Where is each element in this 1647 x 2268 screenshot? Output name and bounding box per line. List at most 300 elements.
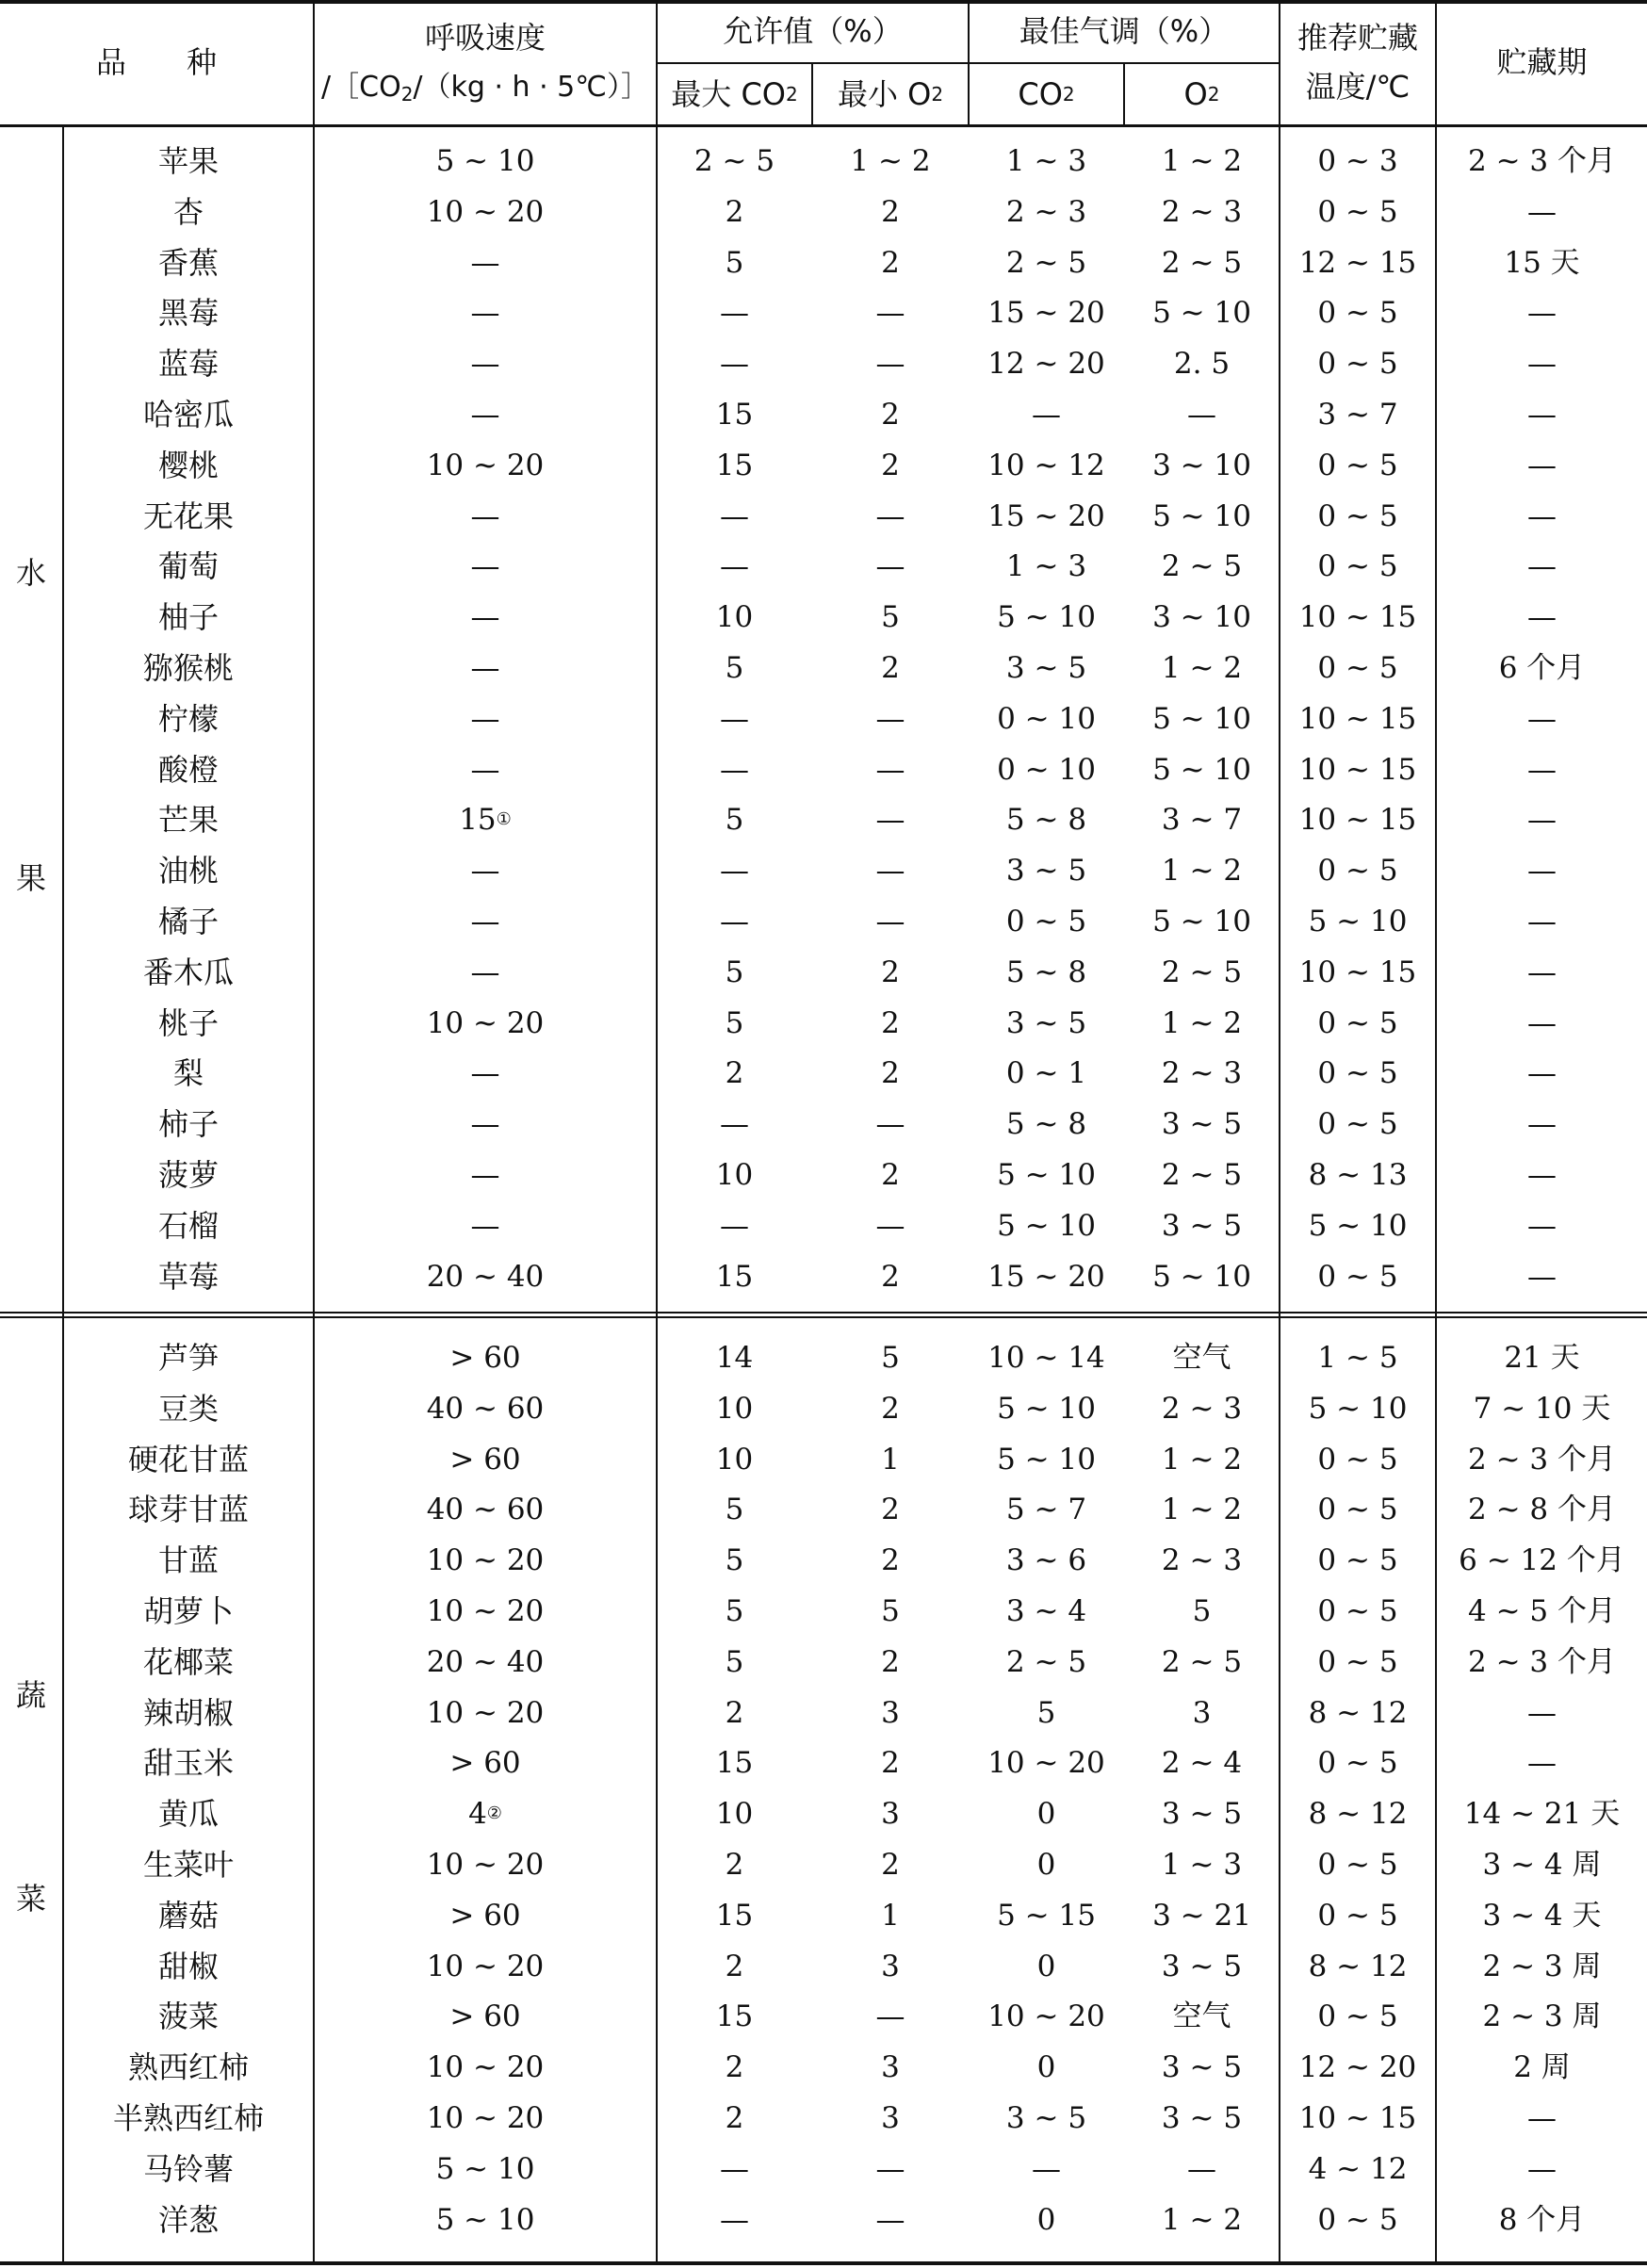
cell-temp-text: 8 ~ 12 [1308, 1949, 1408, 1983]
cell-name-text: 甜椒 [157, 1949, 219, 1984]
max-co2-sub: 2 [785, 82, 798, 106]
cell-mino2-text: 2 [881, 448, 900, 482]
cell-o2 [1125, 1788, 1279, 1839]
cell-temp [1280, 237, 1435, 288]
cell-maxco2-text: 2 [725, 194, 744, 229]
cell-temp-text: 5 ~ 10 [1308, 1208, 1408, 1243]
cell-mino2-text: — [875, 548, 905, 583]
co2-sub: 2 [1062, 82, 1075, 106]
cell-period [1437, 1251, 1647, 1302]
cell-period-text: — [1527, 1745, 1557, 1780]
cell-o2 [1125, 1688, 1279, 1738]
header-storage-period-label: 贮藏期 [1496, 44, 1588, 80]
cell-co2-text: 5 ~ 10 [997, 1208, 1096, 1243]
cell-temp-text: 10 ~ 15 [1298, 701, 1417, 736]
cell-temp-text: 10 ~ 15 [1298, 2100, 1417, 2135]
max-co2-a: 最大 CO [671, 76, 786, 112]
cell-period-text: 3 ~ 4 天 [1482, 1898, 1602, 1933]
cell-o2-text: 2 ~ 4 [1161, 1745, 1243, 1780]
header-temperature-line1: 推荐贮藏 [1296, 20, 1418, 56]
cell-resp [315, 1535, 656, 1586]
cell-name [64, 1788, 313, 1839]
cell-name-text: 柠檬 [157, 701, 219, 737]
cell-maxco2-text: 15 [715, 1259, 754, 1294]
cell-co2-text: 5 ~ 8 [1005, 955, 1087, 989]
cell-co2 [970, 1332, 1123, 1383]
cell-mino2 [813, 693, 968, 744]
cell-maxco2 [658, 643, 811, 693]
cell-name-text: 花椰菜 [142, 1644, 234, 1680]
cell-resp-text: > 60 [449, 1999, 521, 2033]
cell-temp [1280, 1586, 1435, 1637]
cell-resp-text: — [470, 1055, 500, 1090]
cell-mino2-text: 2 [881, 1391, 900, 1426]
cell-mino2 [813, 896, 968, 947]
cell-o2 [1125, 237, 1279, 288]
cell-maxco2-text: 10 [715, 1796, 754, 1831]
cell-resp-text: — [470, 599, 500, 634]
cell-period [1437, 491, 1647, 542]
cell-period [1437, 1332, 1647, 1383]
cell-co2-text: 15 ~ 20 [987, 295, 1105, 330]
cell-maxco2-text: 10 [715, 1391, 754, 1426]
cell-period [1437, 693, 1647, 744]
cell-resp-text: 15 [459, 802, 497, 837]
cell-maxco2 [658, 1099, 811, 1150]
cell-mino2-text: 5 [881, 1593, 900, 1628]
cell-name-text: 橘子 [157, 904, 219, 939]
cell-mino2-text: — [875, 752, 905, 787]
cell-name-text: 球芽甘蓝 [127, 1492, 249, 1527]
cell-mino2 [813, 1048, 968, 1099]
cell-name [64, 2144, 313, 2195]
cell-o2-text: 3 [1192, 1695, 1212, 1730]
cell-resp-text: > 60 [449, 1442, 521, 1477]
cell-maxco2-text: — [720, 1106, 749, 1141]
cell-o2-text: 3 ~ 10 [1152, 448, 1251, 482]
o2-a: O [1183, 76, 1208, 112]
cell-resp [315, 2093, 656, 2144]
cell-resp [315, 1484, 656, 1535]
cell-period-text: — [1527, 1005, 1557, 1040]
cell-name [64, 693, 313, 744]
cell-mino2-text: 2 [881, 1644, 900, 1679]
cell-co2 [970, 744, 1123, 795]
cell-o2 [1125, 1200, 1279, 1251]
cell-temp [1280, 1099, 1435, 1150]
cell-period [1437, 845, 1647, 896]
cell-maxco2 [658, 2195, 811, 2245]
header-max-co2 [658, 64, 811, 124]
cell-maxco2 [658, 1484, 811, 1535]
cell-resp-text: 20 ~ 40 [426, 1644, 545, 1679]
cell-temp [1280, 592, 1435, 643]
cell-period [1437, 1788, 1647, 1839]
cell-name [64, 1738, 313, 1788]
cell-name [64, 491, 313, 542]
cell-name [64, 1150, 313, 1200]
resp-unit-b: /（kg · h · 5℃）］ [413, 70, 649, 104]
cell-o2-text: 空气 [1172, 1999, 1231, 2033]
cell-temp-text: 0 ~ 5 [1317, 2202, 1398, 2237]
cell-co2 [970, 1200, 1123, 1251]
cell-o2-text: 1 ~ 2 [1161, 853, 1243, 888]
cell-temp-text: 0 ~ 5 [1317, 548, 1398, 583]
cell-temp [1280, 643, 1435, 693]
cell-maxco2 [658, 1839, 811, 1890]
cell-mino2-text: — [875, 853, 905, 888]
cell-resp-text: 10 ~ 20 [426, 448, 545, 482]
cell-mino2-text: 3 [881, 1949, 900, 1983]
cell-resp-text: — [470, 1106, 500, 1141]
cell-mino2 [813, 1251, 968, 1302]
cell-period [1437, 1890, 1647, 1941]
cell-co2-text: 1 ~ 3 [1005, 143, 1087, 178]
cell-resp-text: 5 ~ 10 [435, 143, 535, 178]
cell-resp [315, 1200, 656, 1251]
cell-resp-text: 10 ~ 20 [426, 1593, 545, 1628]
cell-maxco2-text: 2 [725, 1055, 744, 1090]
cell-period-text: 2 ~ 3 周 [1482, 1949, 1602, 1983]
cell-o2-text: 3 ~ 5 [1161, 2100, 1243, 2135]
cell-period-text: — [1527, 1055, 1557, 1090]
cell-co2 [970, 1991, 1123, 2042]
cell-resp [315, 338, 656, 389]
cell-maxco2-text: 5 [725, 1593, 744, 1628]
cell-name [64, 845, 313, 896]
cell-name-text: 蘑菇 [157, 1898, 219, 1934]
cell-period-text: — [1527, 1106, 1557, 1141]
cell-period-text: — [1527, 448, 1557, 482]
header-allowed-label: 允许值（%） [723, 13, 903, 49]
cell-co2-text: 0 ~ 10 [997, 752, 1096, 787]
cell-resp-text: — [470, 955, 500, 989]
header-temperature-line2: 温度/℃ [1305, 69, 1411, 105]
cell-maxco2 [658, 541, 811, 592]
cell-mino2 [813, 1788, 968, 1839]
cell-period-text: — [1527, 2100, 1557, 2135]
cell-co2-text: 5 ~ 10 [997, 1391, 1096, 1426]
cell-temp [1280, 845, 1435, 896]
cell-maxco2-text: 2 [725, 2100, 744, 2135]
cell-period [1437, 2042, 1647, 2093]
cell-resp [315, 998, 656, 1049]
cell-mino2-text: 2 [881, 397, 900, 432]
cell-name-text: 芒果 [157, 802, 219, 838]
cell-name [64, 2042, 313, 2093]
cell-co2-text: 0 ~ 1 [1005, 1055, 1087, 1090]
cell-period [1437, 643, 1647, 693]
cell-maxco2 [658, 2042, 811, 2093]
cell-o2-text: 2 ~ 3 [1161, 1391, 1243, 1426]
cell-period [1437, 1383, 1647, 1434]
cell-mino2-text: 1 [881, 1898, 900, 1933]
cell-period [1437, 237, 1647, 288]
cell-temp [1280, 2195, 1435, 2245]
cell-resp [315, 1332, 656, 1383]
cell-name [64, 1890, 313, 1941]
cell-temp-text: 0 ~ 5 [1317, 194, 1398, 229]
cell-temp [1280, 1484, 1435, 1535]
cell-maxco2-text: 15 [715, 448, 754, 482]
bottom-rule [0, 2261, 1647, 2265]
cell-co2-text: 15 ~ 20 [987, 1259, 1105, 1294]
cell-maxco2 [658, 1251, 811, 1302]
header-min-o2 [813, 64, 968, 124]
cell-name [64, 1839, 313, 1890]
cell-o2 [1125, 947, 1279, 998]
cell-maxco2 [658, 1890, 811, 1941]
cell-name-text: 黑莓 [157, 295, 219, 331]
cell-temp-text: 0 ~ 5 [1317, 1593, 1398, 1628]
cell-o2 [1125, 1434, 1279, 1485]
cell-temp-text: 0 ~ 5 [1317, 295, 1398, 330]
cell-temp [1280, 1150, 1435, 1200]
cell-mino2-text: 2 [881, 1492, 900, 1526]
cell-mino2-text: 2 [881, 245, 900, 280]
cell-maxco2-text: 5 [725, 650, 744, 685]
cell-mino2-text: 1 [881, 1442, 900, 1477]
cell-name [64, 1434, 313, 1485]
cell-temp-text: 0 ~ 5 [1317, 1999, 1398, 2033]
cell-resp-text: 10 ~ 20 [426, 1949, 545, 1983]
cell-mino2 [813, 643, 968, 693]
header-storage-period [1437, 0, 1647, 124]
cell-name-text: 桃子 [157, 1005, 219, 1041]
cell-co2-text: 0 [1036, 2202, 1056, 2237]
cell-temp [1280, 1434, 1435, 1485]
cell-period [1437, 947, 1647, 998]
cell-period [1437, 592, 1647, 643]
cell-o2 [1125, 2195, 1279, 2245]
cell-temp [1280, 2042, 1435, 2093]
cell-period-text: 4 ~ 5 个月 [1468, 1593, 1616, 1628]
cell-temp-text: 0 ~ 5 [1317, 1259, 1398, 1294]
cell-mino2 [813, 1200, 968, 1251]
cell-period [1437, 744, 1647, 795]
header-respiration-line2 [321, 70, 649, 106]
cell-temp-text: 0 ~ 5 [1317, 853, 1398, 888]
cell-name-text: 猕猴桃 [142, 650, 234, 686]
cell-co2-text: 10 ~ 12 [987, 448, 1105, 482]
cell-period-text: 2 周 [1513, 2049, 1571, 2084]
cell-name [64, 1332, 313, 1383]
cell-temp-text: 0 ~ 5 [1317, 1898, 1398, 1933]
cell-period-text: 7 ~ 10 天 [1473, 1391, 1611, 1426]
cell-co2 [970, 2195, 1123, 2245]
cell-maxco2 [658, 1991, 811, 2042]
cell-temp [1280, 693, 1435, 744]
cell-temp-text: 10 ~ 15 [1298, 955, 1417, 989]
cell-o2-text: 5 ~ 10 [1152, 498, 1251, 533]
cell-co2 [970, 1839, 1123, 1890]
cell-co2 [970, 643, 1123, 693]
cell-maxco2 [658, 1535, 811, 1586]
cell-resp [315, 1251, 656, 1302]
cell-name-text: 熟西红柿 [127, 2049, 249, 2085]
cell-co2 [970, 287, 1123, 338]
cell-period-text: 21 天 [1504, 1340, 1580, 1375]
cell-maxco2-text: — [720, 295, 749, 330]
cell-period [1437, 998, 1647, 1049]
cell-co2 [970, 1586, 1123, 1637]
header-co2 [970, 64, 1123, 124]
cell-co2 [970, 1941, 1123, 1992]
cell-period-text: — [1527, 548, 1557, 583]
cell-name [64, 2093, 313, 2144]
cell-name [64, 136, 313, 187]
cell-temp [1280, 1788, 1435, 1839]
cell-co2 [970, 1637, 1123, 1688]
cell-temp-text: 0 ~ 3 [1317, 143, 1398, 178]
cell-mino2-text: 2 [881, 1542, 900, 1577]
cell-mino2 [813, 1099, 968, 1150]
cell-maxco2-text: 2 ~ 5 [693, 143, 775, 178]
cell-temp-text: 4 ~ 12 [1308, 2151, 1408, 2186]
cell-co2-text: 10 ~ 14 [987, 1340, 1105, 1375]
cell-maxco2 [658, 136, 811, 187]
cell-period [1437, 1991, 1647, 2042]
cell-mino2 [813, 1484, 968, 1535]
cell-resp-text: — [470, 904, 500, 938]
cell-mino2-text: — [875, 802, 905, 837]
cell-name-text: 菠萝 [157, 1157, 219, 1193]
cell-name [64, 1535, 313, 1586]
cell-o2-text: 3 ~ 5 [1161, 1796, 1243, 1831]
cell-co2 [970, 2042, 1123, 2093]
cell-name-text: 黄瓜 [157, 1796, 219, 1832]
cell-mino2-text: 2 [881, 955, 900, 989]
cell-name-text: 石榴 [157, 1208, 219, 1244]
cell-name [64, 1048, 313, 1099]
cell-mino2-text: 2 [881, 194, 900, 229]
cell-temp [1280, 1535, 1435, 1586]
cell-period-text: 2 ~ 8 个月 [1468, 1492, 1616, 1526]
cell-temp [1280, 2093, 1435, 2144]
cell-period [1437, 2195, 1647, 2245]
cell-name [64, 287, 313, 338]
cell-period-text: 3 ~ 4 周 [1482, 1847, 1602, 1882]
cell-name [64, 1637, 313, 1688]
cell-co2 [970, 1788, 1123, 1839]
cell-maxco2-text: 5 [725, 1644, 744, 1679]
cell-mino2-text: — [875, 2202, 905, 2237]
cell-maxco2 [658, 1688, 811, 1738]
cell-o2 [1125, 187, 1279, 237]
cell-co2 [970, 1535, 1123, 1586]
cell-co2-text: 10 ~ 20 [987, 1999, 1105, 2033]
cell-period [1437, 1637, 1647, 1688]
cell-resp [315, 1991, 656, 2042]
cell-temp [1280, 187, 1435, 237]
cell-temp-text: 0 ~ 5 [1317, 1492, 1398, 1526]
cell-name-text: 酸橙 [157, 752, 219, 788]
cell-mino2 [813, 1738, 968, 1788]
cell-o2 [1125, 2144, 1279, 2195]
cell-temp-text: 0 ~ 5 [1317, 1106, 1398, 1141]
cell-name [64, 1200, 313, 1251]
cell-co2 [970, 1048, 1123, 1099]
cell-co2-text: 2 ~ 5 [1005, 1644, 1087, 1679]
cell-o2 [1125, 1941, 1279, 1992]
cell-period-text: 8 个月 [1498, 2202, 1586, 2237]
cell-mino2-text: 3 [881, 2100, 900, 2135]
cell-o2 [1125, 491, 1279, 542]
cell-temp-text: 10 ~ 15 [1298, 802, 1417, 837]
cell-co2 [970, 1688, 1123, 1738]
cell-period [1437, 1484, 1647, 1535]
cell-mino2 [813, 2144, 968, 2195]
cell-mino2 [813, 491, 968, 542]
cell-name [64, 2195, 313, 2245]
cell-co2-text: 5 ~ 10 [997, 599, 1096, 634]
cell-temp-text: 0 ~ 5 [1317, 346, 1398, 381]
cell-o2-text: 2 ~ 5 [1161, 1157, 1243, 1192]
cell-mino2 [813, 1434, 968, 1485]
cell-maxco2 [658, 998, 811, 1049]
cell-o2-text: 2 ~ 3 [1161, 1542, 1243, 1577]
cell-mino2-text: 5 [881, 599, 900, 634]
cell-name [64, 947, 313, 998]
cell-co2 [970, 592, 1123, 643]
cell-co2 [970, 693, 1123, 744]
cell-o2 [1125, 1484, 1279, 1535]
cell-mino2 [813, 338, 968, 389]
cell-co2 [970, 541, 1123, 592]
cell-temp [1280, 947, 1435, 998]
cell-temp [1280, 1688, 1435, 1738]
cell-name [64, 338, 313, 389]
cell-name-text: 无花果 [142, 498, 234, 534]
cell-o2 [1125, 1738, 1279, 1788]
cell-co2-text: 3 ~ 6 [1005, 1542, 1087, 1577]
cell-co2-text: — [1032, 2151, 1061, 2186]
cell-period [1437, 2144, 1647, 2195]
cell-resp [315, 1099, 656, 1150]
cell-maxco2 [658, 693, 811, 744]
cell-resp-text: — [470, 346, 500, 381]
cell-temp [1280, 1383, 1435, 1434]
cell-resp [315, 592, 656, 643]
cell-maxco2 [658, 1738, 811, 1788]
cell-resp-text: — [470, 1157, 500, 1192]
cell-period-text: 2 ~ 3 周 [1482, 1999, 1602, 2033]
cell-o2-text: 1 ~ 2 [1161, 1492, 1243, 1526]
cell-co2-text: 5 ~ 10 [997, 1442, 1096, 1477]
cell-co2-text: 0 [1036, 1949, 1056, 1983]
cell-maxco2-text: — [720, 752, 749, 787]
cell-co2 [970, 1251, 1123, 1302]
header-variety-label: 品 种 [95, 44, 217, 80]
cell-maxco2 [658, 896, 811, 947]
cell-mino2 [813, 744, 968, 795]
cell-maxco2 [658, 2144, 811, 2195]
cell-maxco2-text: 2 [725, 1847, 744, 1882]
cell-maxco2 [658, 2093, 811, 2144]
cell-maxco2 [658, 389, 811, 440]
cell-maxco2-text: 2 [725, 1695, 744, 1730]
cell-o2-text: 5 ~ 10 [1152, 904, 1251, 938]
cell-period-text: — [1527, 1208, 1557, 1243]
cell-temp-text: 0 ~ 5 [1317, 1644, 1398, 1679]
cell-resp [315, 2042, 656, 2093]
cell-maxco2 [658, 947, 811, 998]
cell-temp-text: 5 ~ 10 [1308, 904, 1408, 938]
cell-co2 [970, 1738, 1123, 1788]
cell-resp [315, 541, 656, 592]
cell-resp [315, 1586, 656, 1637]
cell-o2-text: 空气 [1172, 1340, 1231, 1375]
